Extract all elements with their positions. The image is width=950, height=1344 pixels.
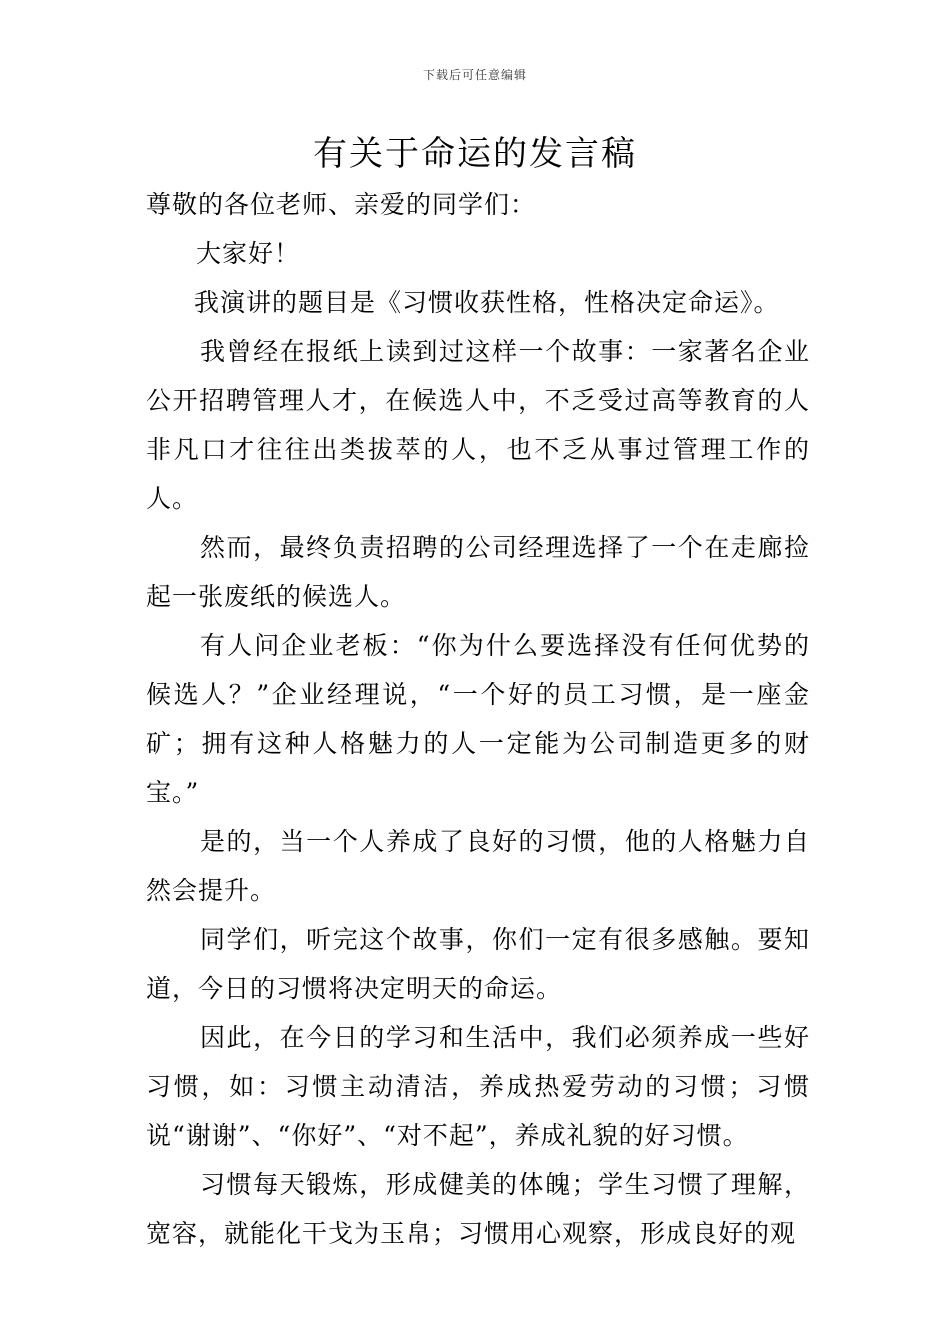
paragraph: 同学们，听完这个故事，你们一定有很多感触。要知道，今日的习惯将决定明天的命运。 (146, 925, 810, 1003)
paragraph: 我演讲的题目是《习惯收获性格，性格决定命运》。 (194, 288, 780, 317)
paragraph: 然而，最终负责招聘的公司经理选择了一个在走廊捡起一张废纸的候选人。 (146, 533, 810, 611)
greeting-line: 尊敬的各位老师、亲爱的同学们： (146, 190, 537, 219)
paragraph: 大家好！ (196, 239, 301, 268)
header-note: 下载后可任意编辑 (422, 68, 527, 82)
paragraph: 习惯每天锻炼，形成健美的体魄；学生习惯了理解，宽容，就能化干戈为玉帛；习惯用心观察，形成良好的观 (146, 1170, 810, 1248)
document-body (146, 180, 810, 1258)
paragraph: 因此，在今日的学习和生活中，我们必须养成一些好习惯，如：习惯主动清洁，养成热爱劳动的习惯；习惯说“谢谢”、“你好”、“对不起”，养成礼貌的好习惯。 (146, 1023, 810, 1150)
document-title: 有关于命运的发言稿 (313, 134, 637, 174)
paragraph: 我曾经在报纸上读到过这样一个故事：一家著名企业公开招聘管理人才，在候选人中，不乏受过高等教育的人非凡口才往往出类拔萃的人，也不乏从事过管理工作的人。 (146, 337, 810, 513)
paragraph: 是的，当一个人养成了良好的习惯，他的人格魅力自然会提升。 (146, 827, 810, 905)
paragraph: 有人问企业老板：“你为什么要选择没有任何优势的候选人？”企业经理说，“一个好的员工习惯，是一座金矿；拥有这种人格魅力的人一定能为公司制造更多的财宝。” (146, 631, 810, 807)
